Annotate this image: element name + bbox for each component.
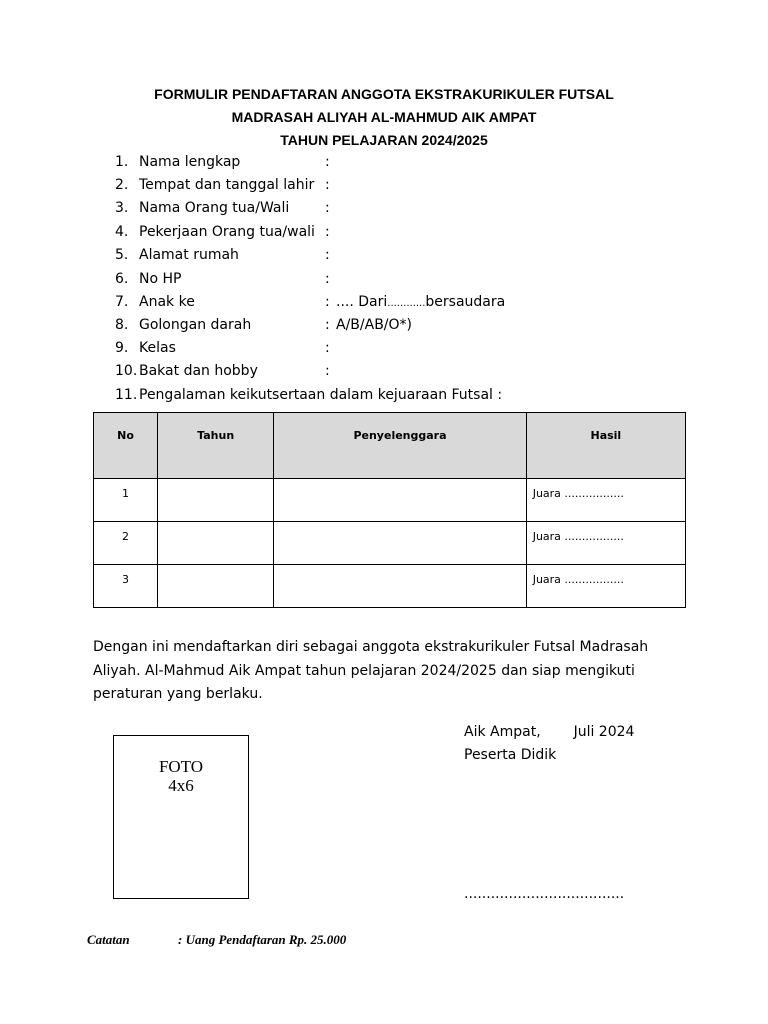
hasil-text: Juara ................. [532, 573, 624, 586]
field-colon: : [325, 271, 330, 287]
field-colon: : [325, 247, 330, 263]
cell-no: 2 [94, 522, 158, 565]
cell-tahun[interactable] [158, 565, 274, 608]
column-header-tahun: Tahun [158, 413, 274, 479]
field-colon: : [325, 294, 330, 310]
field-number: 5. [115, 247, 129, 263]
field-label: No HP [139, 271, 182, 287]
field-number: 8. [115, 317, 129, 333]
photo-label: FOTO [158, 757, 204, 776]
field-bakat-hobby [115, 363, 330, 379]
table-row [94, 565, 686, 608]
field-pekerjaan-orang-tua [115, 224, 330, 240]
field-number: 4. [115, 224, 129, 240]
field-number: 10. [115, 363, 138, 379]
cell-tahun[interactable] [158, 479, 274, 522]
field-label: Anak ke [139, 294, 195, 310]
hasil-text: Juara ................. [532, 487, 624, 500]
cell-no: 1 [94, 479, 158, 522]
field-label: Pengalaman keikutsertaan dalam kejuaraan Futsal : [139, 387, 503, 403]
field-kelas [115, 340, 330, 356]
signature-date: Juli 2024 [573, 724, 635, 740]
anak-ke-suffix: bersaudara [425, 294, 506, 310]
cell-penyelenggara[interactable] [274, 565, 526, 608]
field-number: 7. [115, 294, 129, 310]
signature-place-date [464, 724, 634, 740]
field-label: Bakat dan hobby [139, 363, 258, 379]
field-colon: : [325, 317, 330, 333]
field-label: Nama lengkap [139, 154, 241, 170]
field-colon: : [325, 363, 330, 379]
cell-hasil[interactable] [526, 565, 685, 608]
field-anak-ke [115, 294, 506, 310]
field-number: 9. [115, 340, 129, 356]
table-row [94, 522, 686, 565]
field-label: Pekerjaan Orang tua/wali [139, 224, 315, 240]
field-colon: : [325, 340, 330, 356]
field-label: Nama Orang tua/Wali [139, 200, 290, 216]
field-nama-lengkap [115, 154, 330, 170]
column-header-no: No [94, 413, 158, 479]
cell-penyelenggara[interactable] [274, 479, 526, 522]
photo-size: 4x6 [168, 776, 194, 795]
field-colon: : [325, 154, 330, 170]
school-name: MADRASAH ALIYAH AL-MAHMUD AIK AMPAT [231, 109, 537, 125]
field-label: Alamat rumah [139, 247, 239, 263]
field-number: 1. [115, 154, 129, 170]
cell-hasil[interactable] [526, 479, 685, 522]
field-label: Kelas [139, 340, 176, 356]
academic-year: TAHUN PELAJARAN 2024/2025 [280, 132, 488, 148]
field-alamat-rumah [115, 247, 330, 263]
statement-paragraph: Dengan ini mendaftarkan diri sebagai anggota ekstrakurikuler Futsal Madrasah Aliyah. Al-Mahmud Aik Ampat tahun pelajaran 2024/2025 dan siap mengikuti peraturan yang berlaku. [93, 639, 649, 702]
field-label: Tempat dan tanggal lahir [139, 177, 315, 193]
signature-line[interactable]: .................................... [464, 886, 625, 902]
experience-table [93, 412, 686, 608]
field-no-hp [115, 271, 330, 287]
note-label: Catatan [87, 932, 130, 947]
field-golongan-darah [115, 317, 412, 333]
cell-hasil[interactable] [526, 522, 685, 565]
column-header-hasil: Hasil [526, 413, 685, 479]
anak-ke-prefix: .... Dari [336, 294, 388, 310]
field-number: 6. [115, 271, 129, 287]
table-row [94, 479, 686, 522]
field-value: A/B/AB/O*) [336, 317, 412, 333]
note-text: : Uang Pendaftaran Rp. 25.000 [178, 932, 347, 947]
field-colon: : [325, 224, 330, 240]
cell-penyelenggara[interactable] [274, 522, 526, 565]
cell-no: 3 [94, 565, 158, 608]
field-number: 2. [115, 177, 129, 193]
field-label: Golongan darah [139, 317, 252, 333]
field-pengalaman [115, 387, 503, 403]
table-header-row [94, 413, 686, 479]
field-number: 3. [115, 200, 129, 216]
field-number: 11. [115, 387, 138, 403]
field-colon: : [325, 200, 330, 216]
field-tempat-tanggal-lahir [115, 177, 330, 193]
field-colon: : [325, 177, 330, 193]
column-header-penyelenggara: Penyelenggara [274, 413, 526, 479]
field-nama-orang-tua [115, 200, 330, 216]
form-title: FORMULIR PENDAFTARAN ANGGOTA EKSTRAKURIKULER FUTSAL [154, 86, 614, 102]
cell-tahun[interactable] [158, 522, 274, 565]
hasil-text: Juara ................. [532, 530, 624, 543]
signature-place: Aik Ampat, [464, 724, 541, 740]
field-value [336, 294, 505, 310]
anak-ke-dots: ............ [387, 298, 426, 309]
photo-box [113, 735, 249, 899]
signature-role: Peserta Didik [464, 747, 557, 763]
